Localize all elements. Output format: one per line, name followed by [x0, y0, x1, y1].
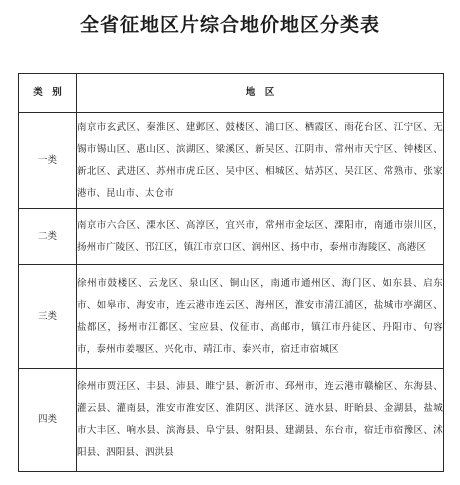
regions-cell: 徐州市鼓楼区、云龙区、泉山区、铜山区，南通市通州区、海门区、如东县、启东市、如皋市、海安市，连云港市连云区、海州区，淮安市清江浦区，盐城市亭湖区、盐都区，扬州市江都区、宝应县、仪征市、高邮市，镇江市丹徒区、丹阳市、句容市，泰州市姜堰区、兴化市、靖江市、泰兴市，宿迁市宿城区: [77, 265, 444, 369]
regions-cell: 徐州市贾汪区、丰县、沛县、睢宁县、新沂市、邳州市，连云港市赣榆区、东海县、灌云县、灌南县，淮安市淮安区、淮阴区、洪泽区、涟水县、盱眙县、金湖县，盐城市大丰区、响水县、滨海县、阜宁县、射阳县、建湖县、东台市，宿迁市宿豫区、沭阳县、泗阳县、泗洪县: [77, 369, 444, 472]
category-cell: 三类: [19, 265, 77, 369]
category-cell: 二类: [19, 209, 77, 265]
category-cell: 四类: [19, 369, 77, 472]
table-row: [19, 369, 444, 472]
category-cell: 一类: [19, 113, 77, 209]
header-region: 地 区: [77, 74, 444, 113]
document-title: 全省征地区片综合地价地区分类表: [79, 14, 380, 36]
regions-cell: 南京市玄武区、秦淮区、建邺区、鼓楼区、浦口区、栖霞区、雨花台区、江宁区、无锡市锡山区、惠山区、滨湖区、梁溪区、新吴区、江阴市、常州市天宁区、钟楼区、新北区、武进区、苏州市虎丘区、吴中区、相城区、姑苏区、吴江区、常熟市、张家港市、昆山市、太仓市: [77, 113, 444, 209]
table-row: [19, 209, 444, 265]
table-row: [19, 265, 444, 369]
region-classification-table: [18, 73, 444, 472]
table-row: [19, 113, 444, 209]
header-category: 类 别: [19, 74, 77, 113]
table-header-row: [19, 74, 444, 113]
regions-cell: 南京市六合区、溧水区、高淳区，宜兴市，常州市金坛区、溧阳市，南通市崇川区，扬州市广陵区、邗江区，镇江市京口区、润州区、扬中市，泰州市海陵区、高港区: [77, 209, 444, 265]
